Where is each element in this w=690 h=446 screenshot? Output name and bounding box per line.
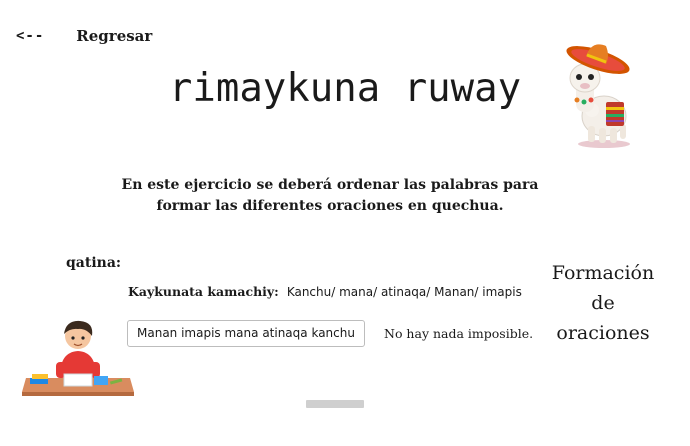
word-prompt <box>128 284 522 299</box>
section-title-line1: Formación <box>551 262 655 284</box>
back-button[interactable] <box>16 27 152 45</box>
llama-sombrero-icon <box>562 34 640 152</box>
section-title-line2: de <box>591 292 615 314</box>
page-title: rimaykuna ruway <box>168 66 522 111</box>
student-writing-icon <box>20 318 136 398</box>
answer-field[interactable]: Manan imapis mana atinaqa kanchu <box>127 320 365 347</box>
prompt-label: Kaykunata kamachiy: <box>128 284 279 299</box>
back-arrow-icon: <-- <box>16 28 45 44</box>
word-list: Kanchu/ mana/ atinaqa/ Manan/ imapis <box>286 285 522 299</box>
section-title <box>548 258 658 348</box>
example-heading: qatina: <box>66 255 122 271</box>
instructions-text: En este ejercicio se deberá ordenar las palabras para formar las diferentes oraciones en quechua. <box>121 177 539 214</box>
back-label: Regresar <box>76 27 153 45</box>
horizontal-scrollbar[interactable] <box>306 400 364 408</box>
translation-text: No hay nada imposible. <box>384 326 534 341</box>
section-title-line3: oraciones <box>556 322 650 344</box>
